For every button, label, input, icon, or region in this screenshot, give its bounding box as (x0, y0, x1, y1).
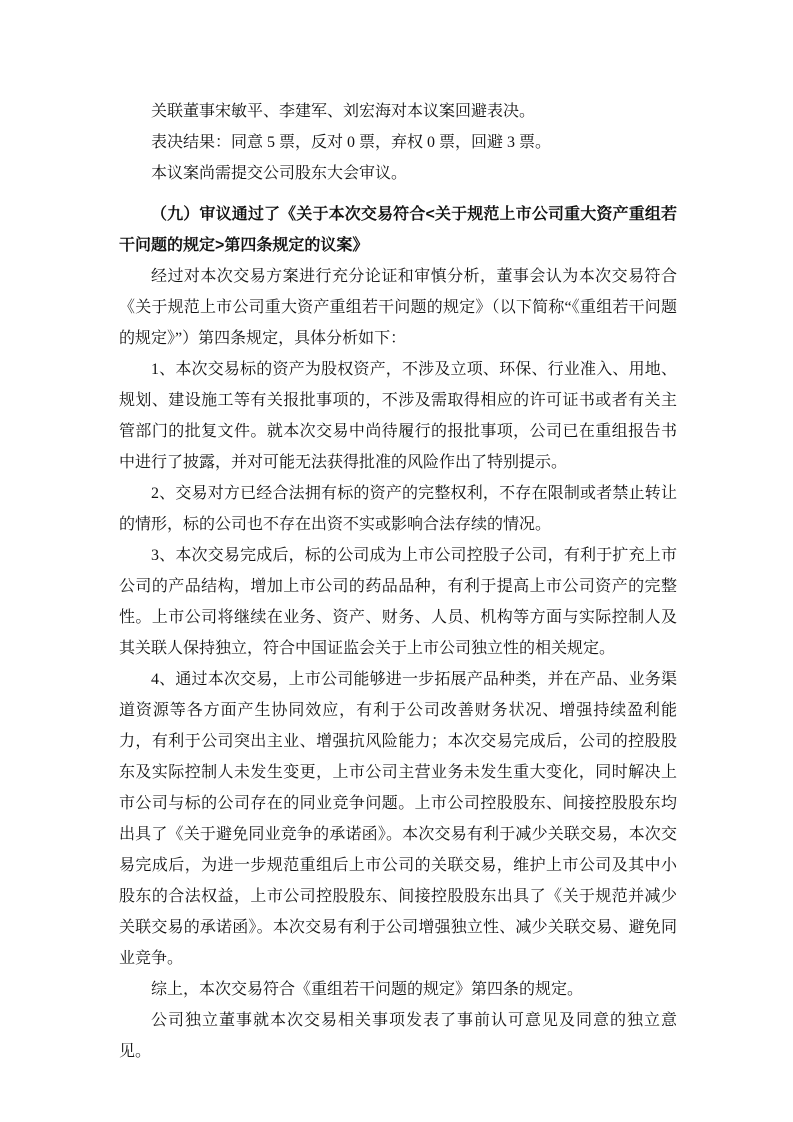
paragraph: 4、通过本次交易，上市公司能够进一步拓展产品种类，并在产品、业务渠道资源等各方面产生协同效应，有利于公司改善财务状况、增强持续盈利能力，有利于公司突出主业、增强抗风险能力；本次交易完成后，公司的控股股东及实际控制人未发生变更，上市公司主营业务未发生重大变化，同时解决上市公司与标的公司存在的同业竞争问题。上市公司控股股东、间接控股股东均出具了《关于避免同业竞争的承诺函》。本次交易有利于减少关联交易，本次交易完成后，为进一步规范重组后上市公司的关联交易，维护上市公司及其中小股东的合法权益，上市公司控股股东、间接控股股东出具了《关于规范并减少关联交易的承诺函》。本次交易有利于公司增强独立性、减少关联交易、避免同业竞争。 (119, 671, 677, 967)
paragraph: 经过对本次交易方案进行充分论证和审慎分析，董事会认为本次交易符合《关于规范上市公司重大资产重组若干问题的规定》（以下简称“《重组若干问题的规定》”）第四条规定，具体分析如下： (119, 268, 677, 347)
paragraph: 关联董事宋敏平、李建军、刘宏海对本议案回避表决。 (151, 103, 536, 120)
document-body (119, 96, 677, 1067)
paragraph: 表决结果：同意 5 票，反对 0 票，弃权 0 票，回避 3 票。 (151, 134, 552, 151)
section-heading: （九）审议通过了《关于本次交易符合<关于规范上市公司重大资产重组若干问题的规定>第四条规定的议案》 (119, 206, 677, 254)
paragraph: 综上，本次交易符合《重组若干问题的规定》第四条的规定。 (151, 981, 584, 998)
paragraph: 本议案尚需提交公司股东大会审议。 (151, 165, 408, 182)
paragraph: 1、本次交易标的资产为股权资产，不涉及立项、环保、行业准入、用地、规划、建设施工等有关报批事项的，不涉及需取得相应的许可证书或者有关主管部门的批复文件。就本次交易中尚待履行的报批事项，公司已在重组报告书中进行了披露，并对可能无法获得批准的风险作出了特别提示。 (119, 361, 677, 471)
paragraph: 3、本次交易完成后，标的公司成为上市公司控股子公司，有利于扩充上市公司的产品结构，增加上市公司的药品品种，有利于提高上市公司资产的完整性。上市公司将继续在业务、资产、财务、人员、机构等方面与实际控制人及其关联人保持独立，符合中国证监会关于上市公司独立性的相关规定。 (119, 547, 677, 657)
paragraph: 2、交易对方已经合法拥有标的资产的完整权利，不存在限制或者禁止转让的情形，标的公司也不存在出资不实或影响合法存续的情况。 (119, 485, 677, 533)
paragraph: 公司独立董事就本次交易相关事项发表了事前认可意见及同意的独立意见。 (119, 1012, 677, 1060)
